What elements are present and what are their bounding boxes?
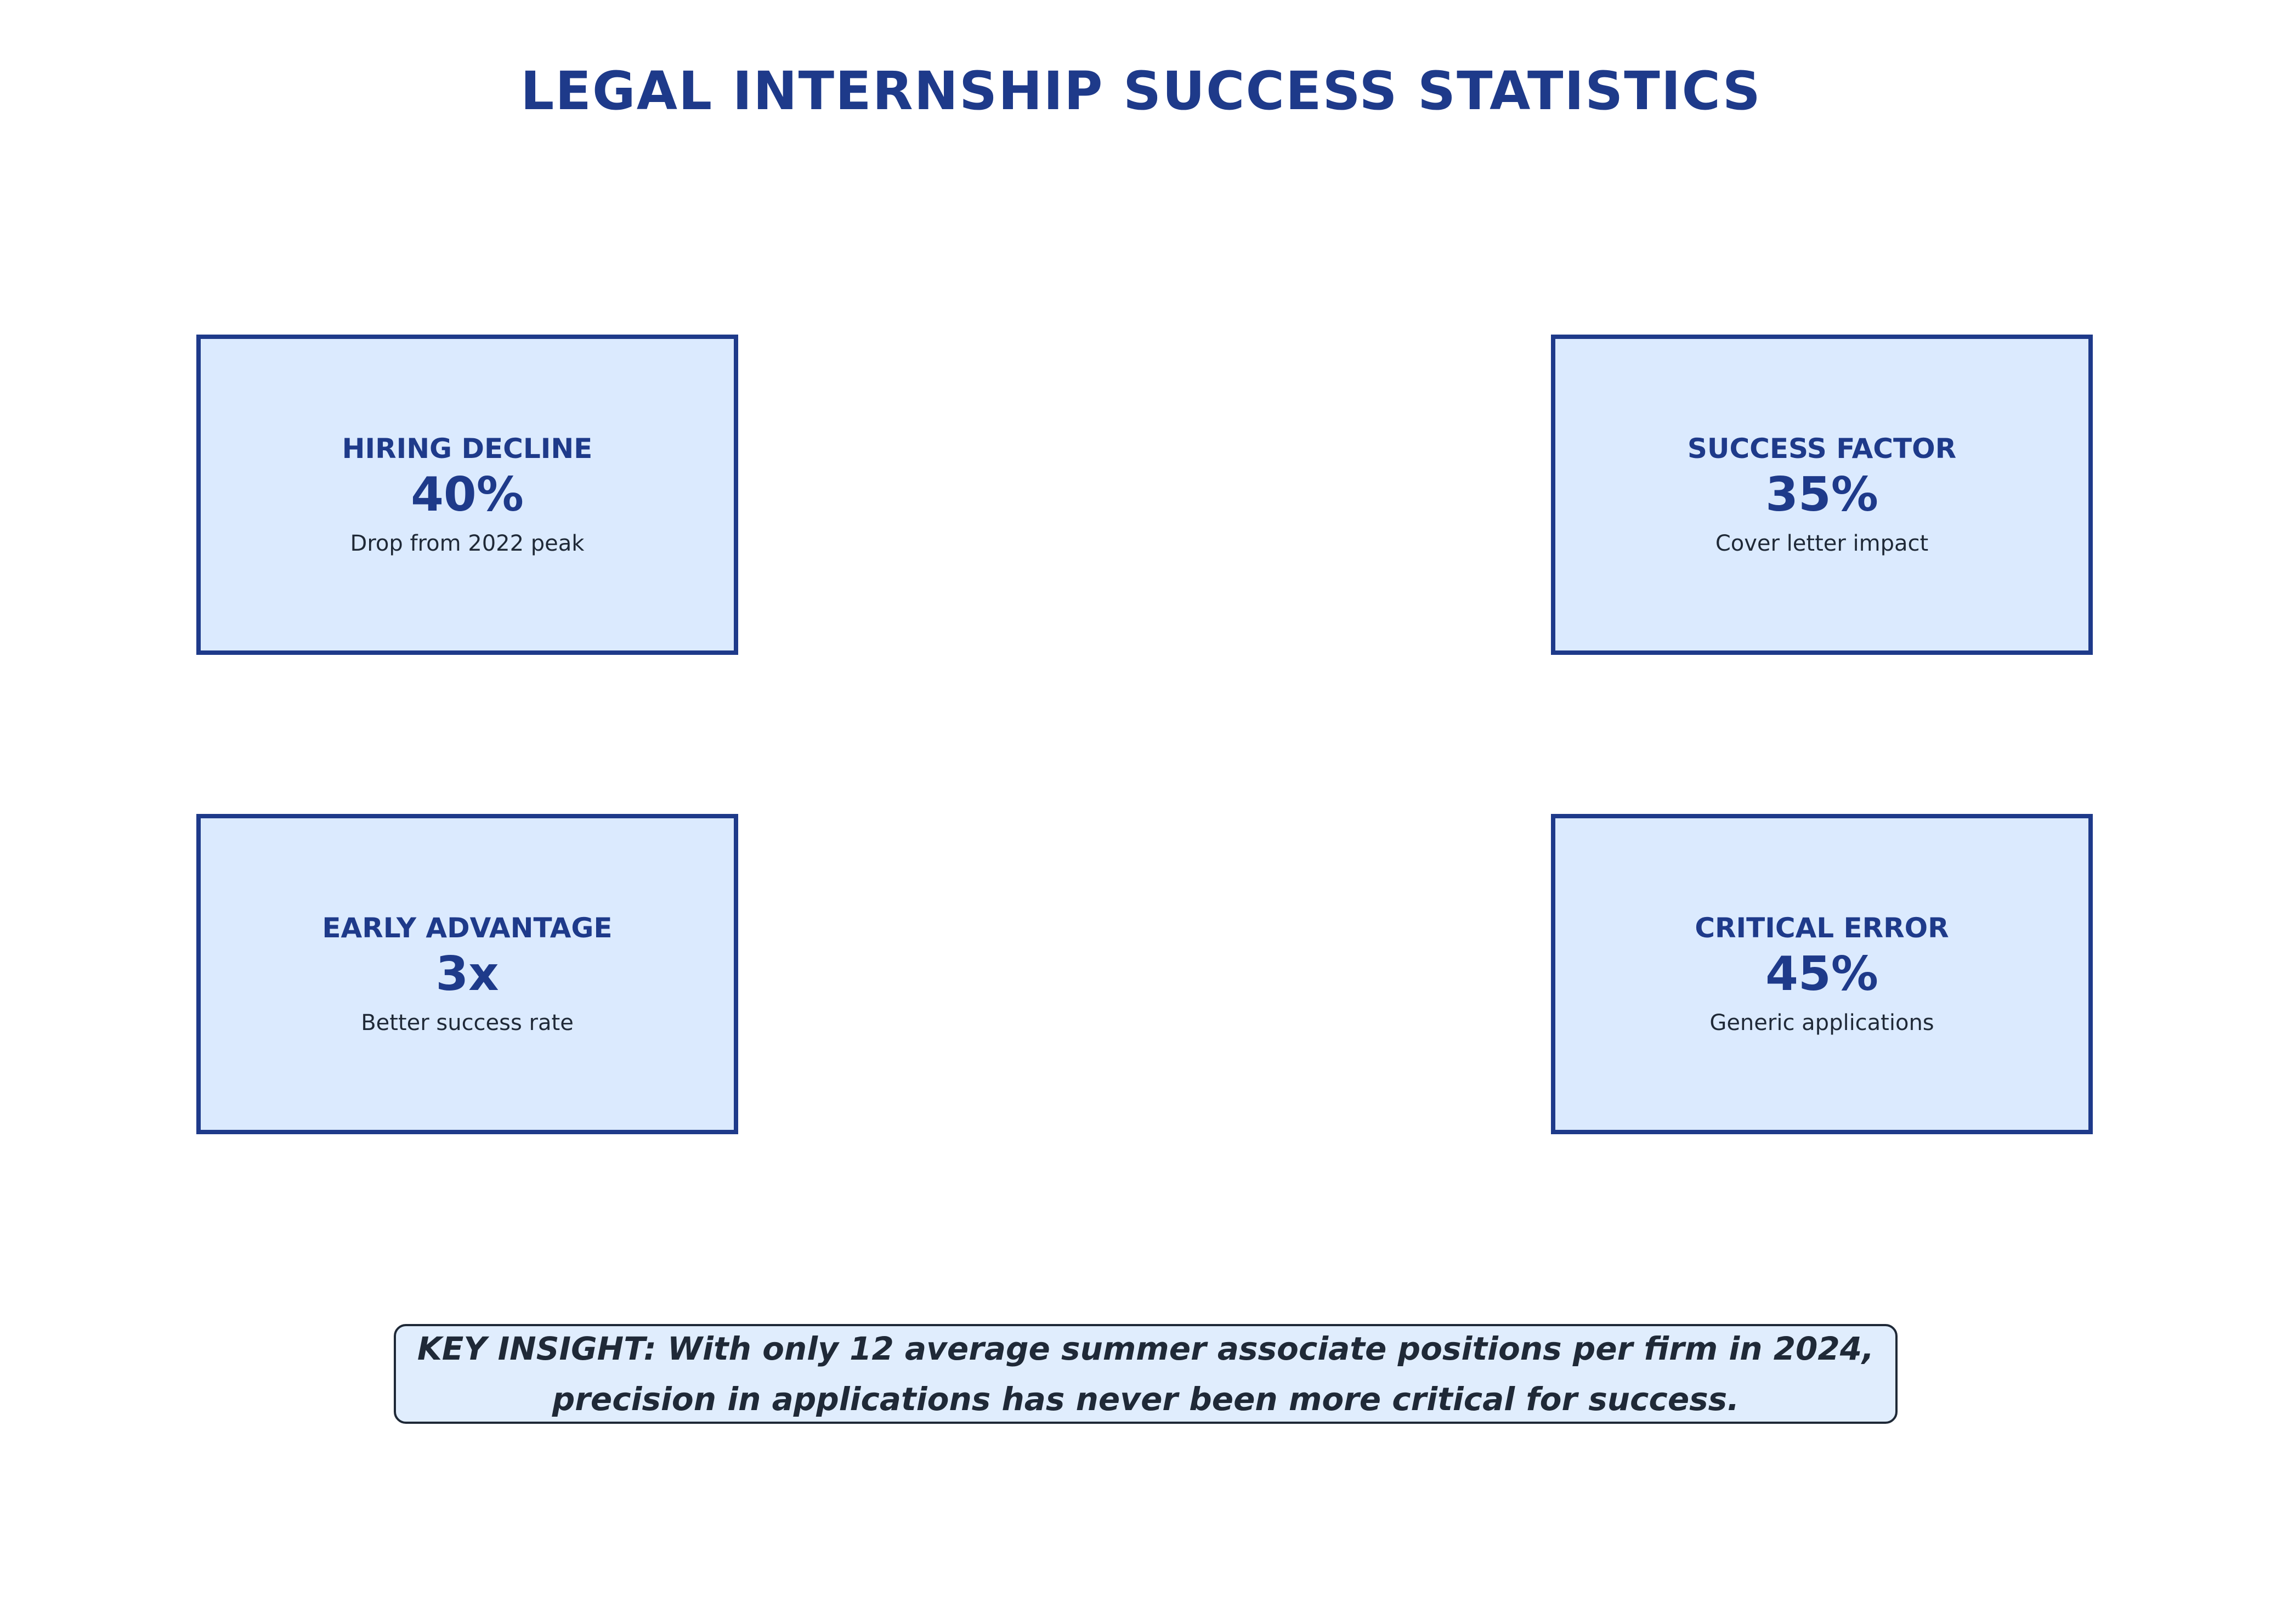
card-description: Cover letter impact — [1715, 531, 1929, 556]
card-description: Drop from 2022 peak — [350, 531, 585, 556]
card-label: CRITICAL ERROR — [1695, 912, 1949, 944]
stat-card-critical-error — [1551, 814, 2093, 1134]
card-value: 45% — [1765, 947, 1878, 1001]
insight-line-1: KEY INSIGHT: With only 12 average summer associate positions per firm in 2024, — [417, 1330, 1875, 1367]
card-value: 40% — [411, 467, 524, 522]
stat-card-hiring-decline — [196, 335, 738, 655]
card-value: 3x — [435, 947, 499, 1001]
key-insight-box — [394, 1324, 1898, 1424]
card-label: SUCCESS FACTOR — [1687, 433, 1957, 465]
page-title: LEGAL INTERNSHIP SUCCESS STATISTICS — [520, 60, 1762, 122]
card-value: 35% — [1765, 467, 1878, 522]
card-description: Generic applications — [1709, 1010, 1934, 1035]
insight-line-2: precision in applications has never been more critical for success. — [552, 1380, 1740, 1418]
card-label: EARLY ADVANTAGE — [322, 912, 613, 944]
stat-card-early-advantage — [196, 814, 738, 1134]
card-description: Better success rate — [361, 1010, 574, 1035]
stat-card-success-factor — [1551, 335, 2093, 655]
card-label: HIRING DECLINE — [342, 433, 593, 465]
